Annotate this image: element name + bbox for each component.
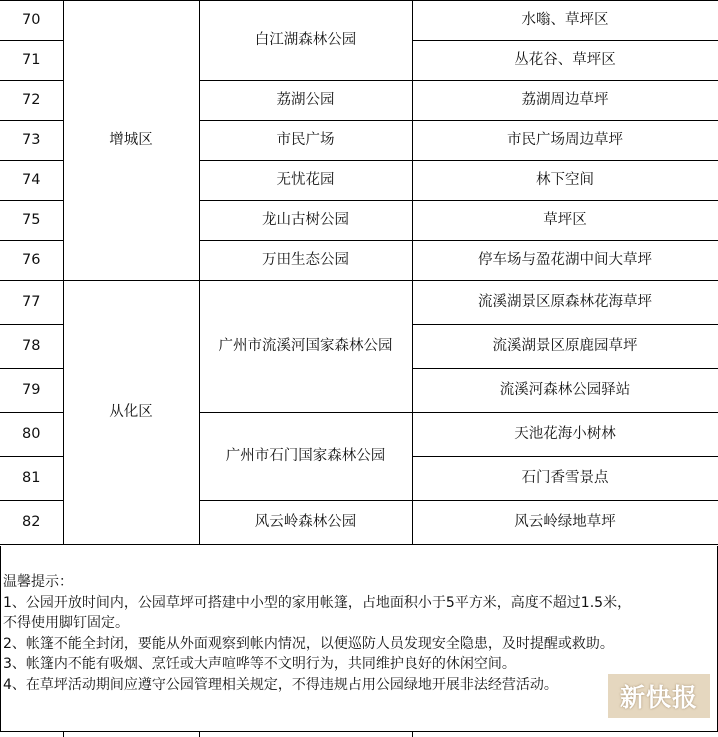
park-name-cell: 白江湖森林公园 <box>199 1 412 81</box>
park-name-cell: 广州市石门国家森林公园 <box>199 413 412 501</box>
row-number: 78 <box>0 325 63 369</box>
park-name-cell: 广州市流溪河国家森林公园 <box>199 281 412 413</box>
tent-spot-cell: 林下空间 <box>412 161 718 201</box>
row-number: 81 <box>0 457 63 501</box>
row-number: 79 <box>0 369 63 413</box>
park-name-cell: 荔湖公园 <box>199 81 412 121</box>
park-name-cell: 无忧花园 <box>199 161 412 201</box>
table-row <box>0 1 718 41</box>
park-name-cell: 万田生态公园 <box>199 241 412 281</box>
newspaper-watermark-logo: 新快报 <box>608 674 710 718</box>
tip-line-1-continued: 不得使用脚钉固定。 <box>3 615 129 631</box>
row-number: 75 <box>0 201 63 241</box>
row-number: 82 <box>0 501 63 545</box>
tip-line-3: 3、帐篷内不能有吸烟、烹饪或大声喧哗等不文明行为，共同维护良好的休闲空间。 <box>3 656 516 672</box>
tent-spot-cell: 天池花海小树林 <box>412 413 718 457</box>
row-number: 73 <box>0 121 63 161</box>
tent-spot-cell: 荔湖周边草坪 <box>412 81 718 121</box>
tent-spot-cell: 市民广场周边草坪 <box>412 121 718 161</box>
district-cell: 从化区 <box>63 281 199 545</box>
row-number: 77 <box>0 281 63 325</box>
district-cell: 增城区 <box>63 1 199 281</box>
tent-spot-cell: 风云岭绿地草坪 <box>412 501 718 545</box>
tent-spot-cell: 停车场与盈花湖中间大草坪 <box>412 241 718 281</box>
row-number: 74 <box>0 161 63 201</box>
tent-spot-cell: 丛花谷、草坪区 <box>412 41 718 81</box>
tips-title: 温馨提示： <box>3 574 73 590</box>
table-row <box>0 281 718 325</box>
column-divider <box>412 732 413 737</box>
row-number: 72 <box>0 81 63 121</box>
park-name-cell: 风云岭森林公园 <box>199 501 412 545</box>
park-name-cell: 龙山古树公园 <box>199 201 412 241</box>
tent-spot-cell: 流溪河森林公园驿站 <box>412 369 718 413</box>
row-number: 80 <box>0 413 63 457</box>
park-name-cell: 市民广场 <box>199 121 412 161</box>
tent-spot-cell: 流溪湖景区原森林花海草坪 <box>412 281 718 325</box>
tent-spot-cell: 流溪湖景区原鹿园草坪 <box>412 325 718 369</box>
tent-spot-cell: 石门香雪景点 <box>412 457 718 501</box>
column-divider <box>63 732 64 737</box>
tent-spot-cell: 水嗡、草坪区 <box>412 1 718 41</box>
next-table-row-edge <box>0 731 718 737</box>
row-number: 76 <box>0 241 63 281</box>
row-number: 71 <box>0 41 63 81</box>
row-number: 70 <box>0 1 63 41</box>
tip-line-2: 2、帐篷不能全封闭，要能从外面观察到帐内情况，以便巡防人员发现安全隐患，及时提醒或救助。 <box>3 635 614 652</box>
tip-line-4: 4、在草坪活动期间应遵守公园管理相关规定，不得违规占用公园绿地开展非法经营活动。 <box>3 676 558 693</box>
column-divider <box>199 732 200 737</box>
tent-spot-cell: 草坪区 <box>412 201 718 241</box>
tip-line-1: 1、公园开放时间内，公园草坪可搭建中小型的家用帐篷，占地面积小于5平方米，高度不超过1.5米， <box>3 594 632 611</box>
